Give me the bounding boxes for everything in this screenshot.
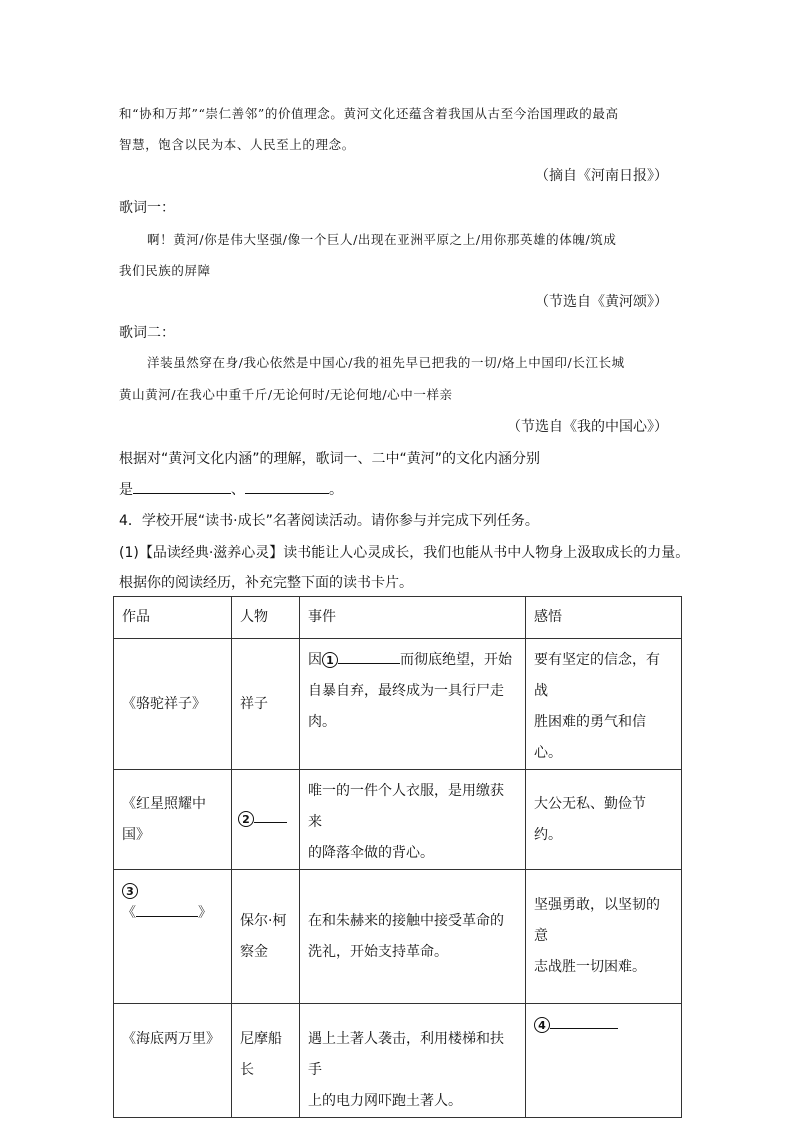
blank-number-badge: 4 — [534, 1017, 550, 1033]
lyric2-label: 歌词二： — [119, 325, 175, 341]
table-row — [114, 639, 682, 770]
book-mark-open: 《 — [122, 905, 136, 921]
intro-line-2: 智慧，饱含以民为本、人民至上的理念。 — [119, 137, 355, 152]
lyric2-line-2: 黄山黄河/在我心中重千斤/无论何时/无论何地/心中一样亲 — [119, 387, 453, 402]
header-person: 人物 — [232, 597, 300, 639]
question-line-2 — [119, 479, 343, 499]
table-row — [114, 870, 682, 1004]
answer-blank-2[interactable] — [254, 808, 287, 823]
cell-event — [300, 1004, 526, 1118]
cell-event — [300, 639, 526, 770]
header-work: 作品 — [114, 597, 232, 639]
intro-line-1: 和“协和万邦”“崇仁善邻”的价值理念。黄河文化还蕴含着我国从古至今治国理政的最高 — [119, 106, 619, 121]
cell-insight — [526, 870, 682, 1004]
cell-event — [300, 870, 526, 1004]
lyric1-line-2: 我们民族的屏障 — [119, 263, 211, 278]
insight-line-2: 胜困难的勇气和信心。 — [534, 714, 646, 761]
answer-blank-2[interactable] — [245, 479, 329, 494]
answer-blank-1[interactable] — [338, 649, 400, 664]
reading-card-table — [113, 596, 682, 1118]
blank-number-badge: 1 — [322, 652, 338, 668]
cell-work: 《红星照耀中国》 — [114, 770, 232, 870]
cell-work: 《海底两万里》 — [114, 1004, 232, 1118]
source-huanghe-song: （节选自《黄河颂》） — [535, 294, 668, 310]
table-row — [114, 1004, 682, 1118]
answer-blank-4[interactable] — [550, 1014, 618, 1029]
event-line-1 — [308, 645, 517, 676]
event-line-1: 唯一的一件个人衣服，是用缴获来 — [308, 783, 504, 830]
person-line-1: 尼摩船 — [240, 1031, 282, 1047]
blank-number-badge: 3 — [122, 883, 138, 899]
source-henan-daily: （摘自《河南日报》） — [535, 168, 668, 184]
cell-person — [232, 870, 300, 1004]
answer-blank-3[interactable] — [136, 902, 198, 917]
lyric1-label: 歌词一： — [119, 200, 175, 216]
insight-line-1: 要有坚定的信念，有战 — [534, 652, 660, 699]
event-prefix: 因 — [308, 652, 322, 668]
question-line-1: 根据对“黄河文化内涵”的理解，歌词一、二中“黄河”的文化内涵分别 — [119, 451, 541, 467]
event-line-1: 遇上土著人袭击，利用楼梯和扶手 — [308, 1031, 504, 1078]
lyric1-line-1: 啊！黄河/你是伟大坚强/像一个巨人/出现在亚洲平原之上/用你那英雄的体魄/筑成 — [147, 232, 617, 247]
question-separator: 、 — [231, 482, 245, 498]
blank-number-badge: 2 — [238, 811, 254, 827]
event-line-2: 洗礼，开始支持革命。 — [308, 943, 448, 960]
table-row — [114, 770, 682, 870]
person-line-1: 保尔·柯 — [240, 912, 287, 929]
insight-line-2: 志战胜一切困难。 — [534, 959, 646, 975]
event-line-2: 自暴自弃，最终成为一具行尸走肉。 — [308, 683, 504, 730]
cell-work — [114, 870, 232, 1004]
cell-insight — [526, 639, 682, 770]
question-4-sub-1: (1)【品读经典·滋养心灵】读书能让人心灵成长，我们也能从书中人物身上汲取成长的力量。 — [119, 545, 690, 561]
book-mark-close: 》 — [198, 905, 212, 921]
cell-person — [232, 1004, 300, 1118]
event-line-2: 上的电力网吓跑土著人。 — [308, 1093, 462, 1109]
question-4-sub-2: 根据你的阅读经历，补充完整下面的读书卡片。 — [119, 575, 413, 591]
cell-event — [300, 770, 526, 870]
header-insight: 感悟 — [526, 597, 682, 639]
event-line-2: 的降落伞做的背心。 — [308, 845, 434, 861]
work-title-line — [122, 902, 223, 924]
table-header-row — [114, 597, 682, 639]
event-suffix: 而彻底绝望，开始 — [400, 652, 512, 668]
event-line-1: 在和朱赫来的接触中接受革命的 — [308, 912, 504, 929]
cell-insight — [526, 1004, 682, 1118]
cell-person — [232, 770, 300, 870]
work-number-line — [122, 880, 223, 902]
answer-blank-1[interactable] — [133, 479, 231, 494]
cell-work: 《骆驼祥子》 — [114, 639, 232, 770]
cell-insight: 大公无私、勤俭节约。 — [526, 770, 682, 870]
person-line-2: 察金 — [240, 943, 268, 960]
question-end: 。 — [329, 482, 343, 498]
header-event: 事件 — [300, 597, 526, 639]
source-chinese-heart: （节选自《我的中国心》） — [507, 419, 668, 435]
person-line-2: 长 — [240, 1062, 254, 1078]
question-prefix: 是 — [119, 482, 133, 498]
cell-person: 祥子 — [232, 639, 300, 770]
question-4-title: 4．学校开展“读书·成长”名著阅读活动。请你参与并完成下列任务。 — [119, 513, 539, 529]
insight-line-1: 坚强勇敢，以坚韧的意 — [534, 897, 660, 944]
lyric2-line-1: 洋装虽然穿在身/我心依然是中国心/我的祖先早已把我的一切/烙上中国印/长江长城 — [147, 355, 625, 370]
